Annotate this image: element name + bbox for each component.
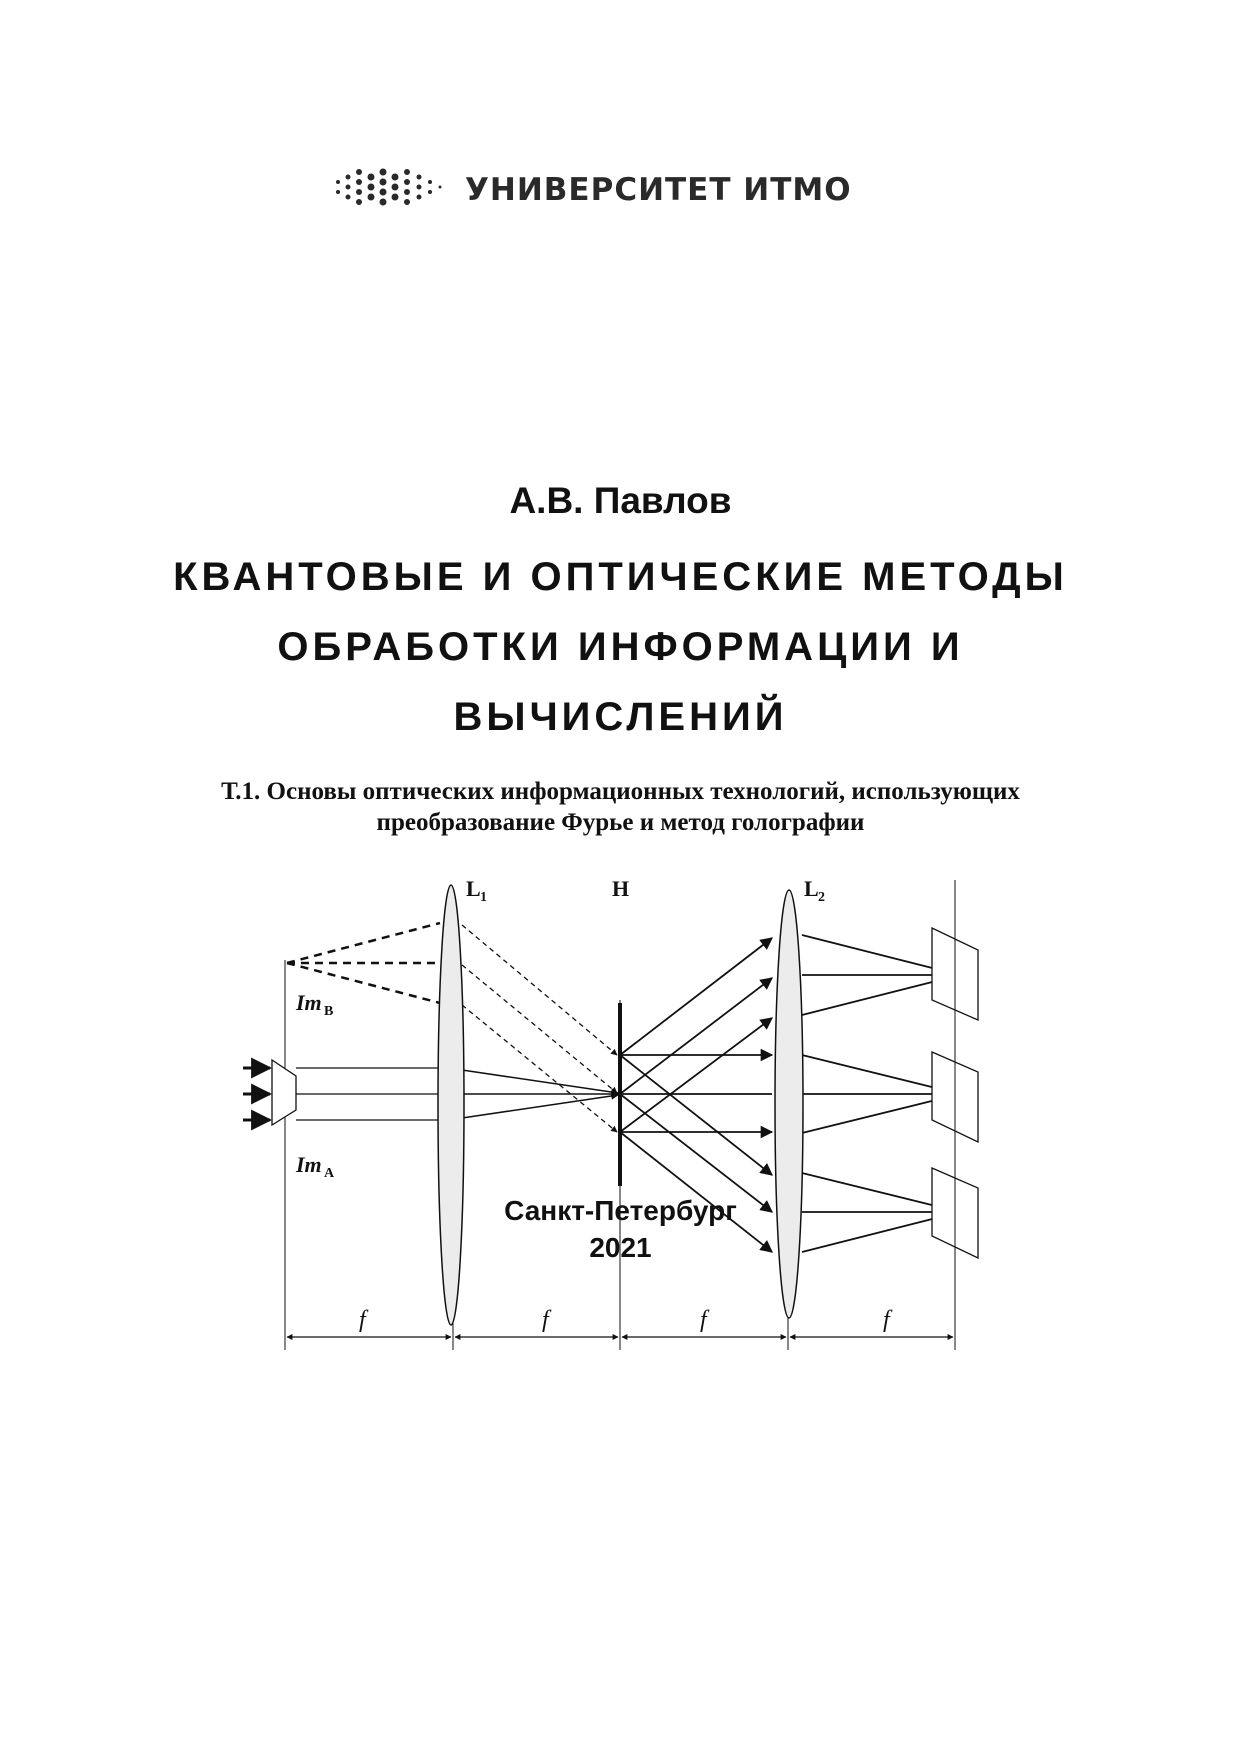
volume-subtitle-line-2: преобразование Фурье и метод голографии xyxy=(376,809,865,836)
label-f-3: f xyxy=(700,1307,707,1333)
label-l1-sub: 1 xyxy=(480,890,487,905)
volume-subtitle-line-1: Т.1. Основы оптических информационных технологий, использующих xyxy=(221,778,1020,805)
book-title-line-1: КВАНТОВЫЕ И ОПТИЧЕСКИЕ МЕТОДЫ xyxy=(173,555,1068,599)
label-im-a: Im xyxy=(296,1152,322,1177)
label-f-1: f xyxy=(359,1307,366,1333)
publication-year: 2021 xyxy=(589,1232,652,1263)
label-h: H xyxy=(612,876,630,901)
object-plate-im-a xyxy=(272,1060,296,1125)
input-beam-arrows xyxy=(243,1068,270,1120)
publication-city: Санкт-Петербург xyxy=(504,1195,737,1226)
logo-text: УНИВЕРСИТЕТ ИТМО xyxy=(465,172,852,208)
label-l2: L xyxy=(804,876,819,901)
label-im-a-sub: A xyxy=(324,1166,335,1181)
label-im-b: Im xyxy=(296,990,322,1015)
label-f-4: f xyxy=(883,1307,890,1333)
book-title-line-3: ВЫЧИСЛЕНИЙ xyxy=(453,695,788,739)
label-l1: L xyxy=(466,876,481,901)
label-f-2: f xyxy=(542,1307,549,1333)
label-l2-sub: 2 xyxy=(818,890,825,905)
author-name: А.В. Павлов xyxy=(509,480,732,521)
label-im-b-sub: B xyxy=(324,1004,334,1019)
book-title-line-2: ОБРАБОТКИ ИНФОРМАЦИИ И xyxy=(277,625,964,669)
